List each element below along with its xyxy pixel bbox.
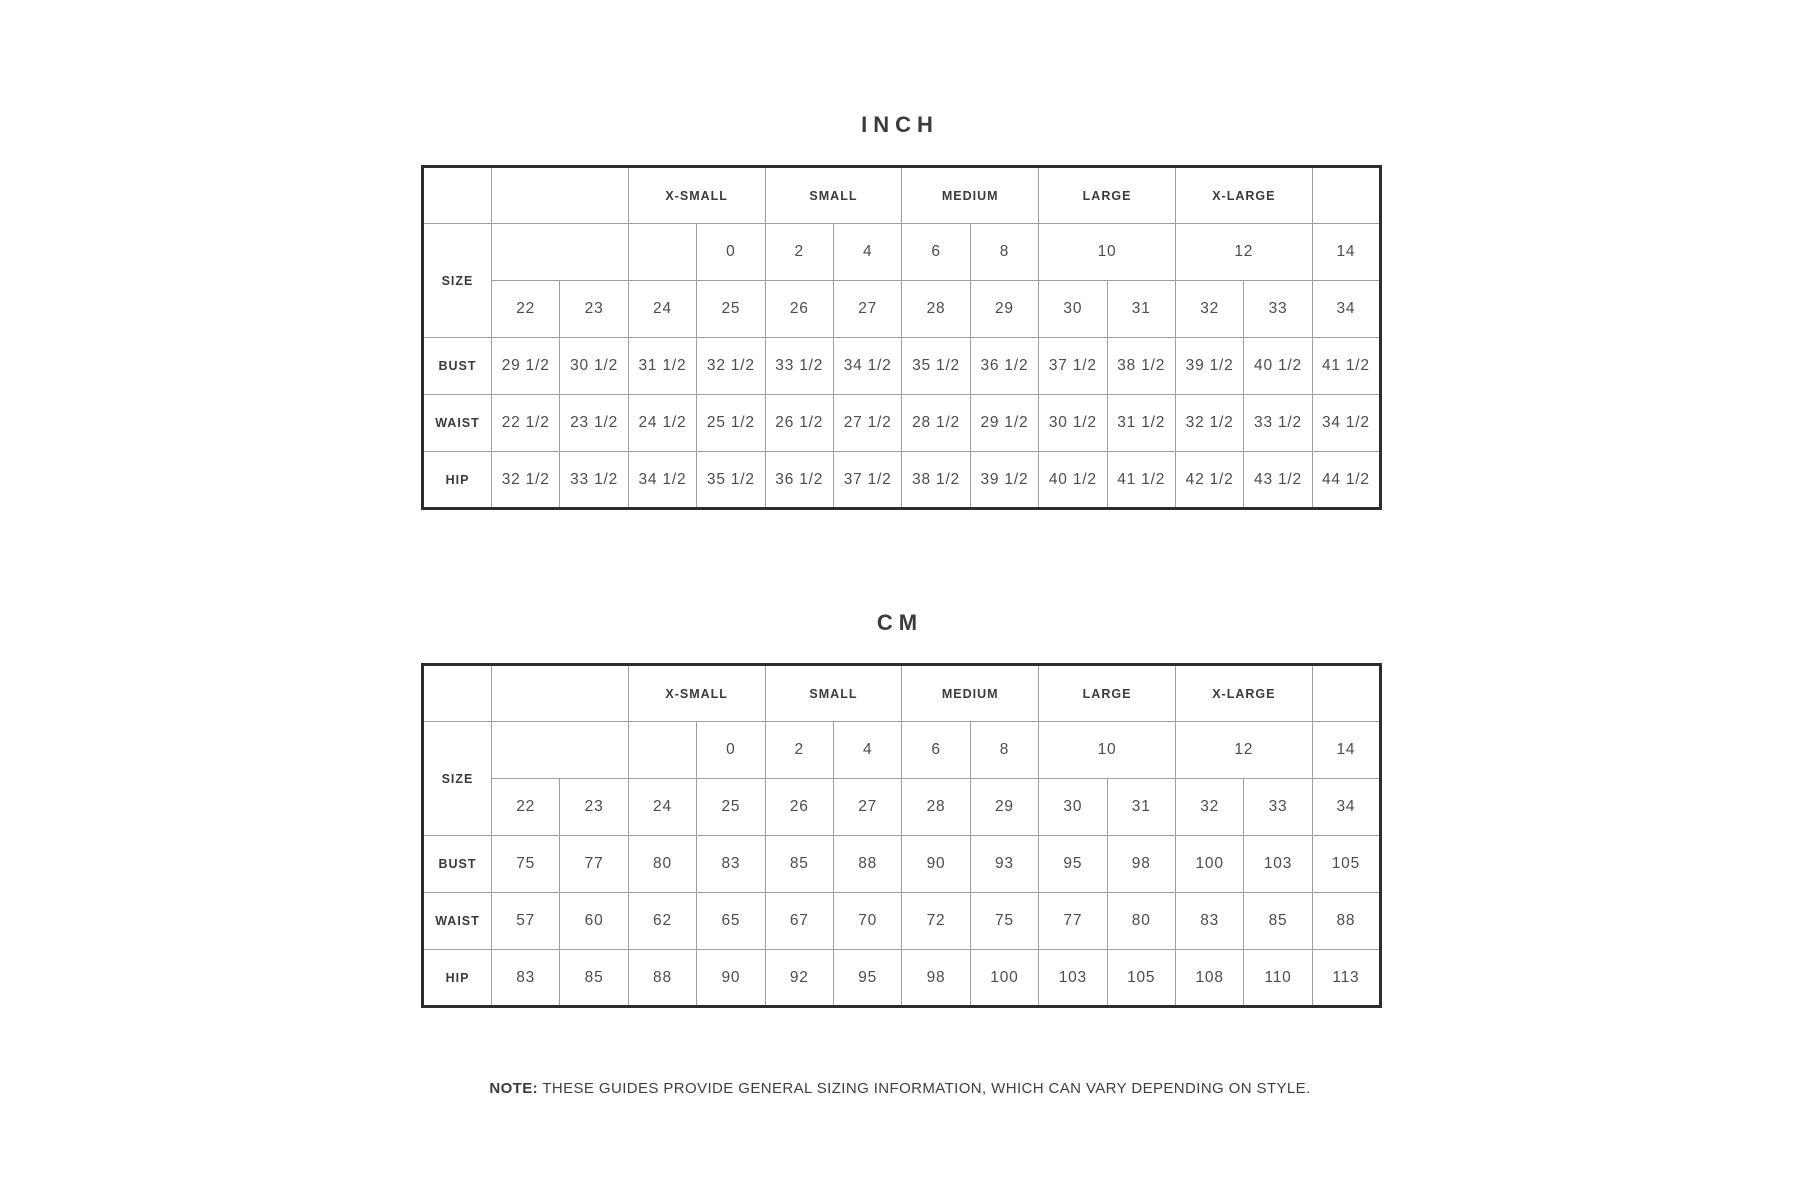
us-size-cell: 4	[833, 722, 901, 779]
numeric-size-cell: 28	[902, 281, 970, 338]
numeric-size-cell: 24	[628, 281, 696, 338]
measurement-row	[423, 452, 1381, 509]
group-header-cell: X-SMALL	[628, 665, 765, 722]
measurement-value-cell: 110	[1244, 950, 1312, 1007]
numeric-size-cell: 31	[1107, 779, 1175, 836]
measurement-value-cell: 90	[697, 950, 765, 1007]
measurement-value-cell: 35 1/2	[697, 452, 765, 509]
measurement-value-cell: 75	[492, 836, 560, 893]
measurement-value-cell: 32 1/2	[697, 338, 765, 395]
measurement-value-cell: 62	[628, 893, 696, 950]
measurement-value-cell: 83	[697, 836, 765, 893]
measurement-value-cell: 88	[833, 836, 901, 893]
measurement-value-cell: 41 1/2	[1312, 338, 1380, 395]
measurement-value-cell: 75	[970, 893, 1038, 950]
measurement-row-label-cell: WAIST	[423, 395, 492, 452]
us-size-cell: 14	[1312, 224, 1380, 281]
numeric-size-cell: 26	[765, 779, 833, 836]
us-size-cell: 2	[765, 224, 833, 281]
us-size-empty-cell	[628, 722, 696, 779]
measurement-value-cell: 33 1/2	[560, 452, 628, 509]
numeric-size-cell: 31	[1107, 281, 1175, 338]
us-size-cell: 10	[1039, 224, 1176, 281]
group-header-empty-cell	[1312, 167, 1380, 224]
measurement-value-cell: 40 1/2	[1039, 452, 1107, 509]
group-header-cell: X-LARGE	[1175, 665, 1312, 722]
measurement-value-cell: 29 1/2	[970, 395, 1038, 452]
measurement-value-cell: 23 1/2	[560, 395, 628, 452]
numeric-size-cell: 28	[902, 779, 970, 836]
measurement-value-cell: 100	[1175, 836, 1243, 893]
measurement-row-label-cell: HIP	[423, 452, 492, 509]
us-size-cell: 14	[1312, 722, 1380, 779]
measurement-value-cell: 108	[1175, 950, 1243, 1007]
measurement-value-cell: 27 1/2	[833, 395, 901, 452]
measurement-value-cell: 41 1/2	[1107, 452, 1175, 509]
numeric-size-cell: 27	[833, 281, 901, 338]
measurement-value-cell: 39 1/2	[1175, 338, 1243, 395]
measurement-value-cell: 77	[1039, 893, 1107, 950]
us-size-empty-cell	[628, 224, 696, 281]
measurement-value-cell: 72	[902, 893, 970, 950]
size-row-label-cell: SIZE	[423, 224, 492, 338]
measurement-value-cell: 88	[1312, 893, 1380, 950]
numeric-size-cell: 29	[970, 779, 1038, 836]
measurement-row	[423, 338, 1381, 395]
us-size-cell: 4	[833, 224, 901, 281]
measurement-value-cell: 22 1/2	[492, 395, 560, 452]
numeric-size-cell: 29	[970, 281, 1038, 338]
measurement-value-cell: 98	[1107, 836, 1175, 893]
us-size-cell: 10	[1039, 722, 1176, 779]
measurement-value-cell: 95	[1039, 836, 1107, 893]
measurement-value-cell: 70	[833, 893, 901, 950]
numeric-size-cell: 33	[1244, 281, 1312, 338]
group-header-empty-cell	[1312, 665, 1380, 722]
measurement-value-cell: 60	[560, 893, 628, 950]
cm-table-title: CM	[876, 610, 924, 635]
numeric-size-cell: 22	[492, 281, 560, 338]
numeric-size-cell: 27	[833, 779, 901, 836]
measurement-value-cell: 35 1/2	[902, 338, 970, 395]
group-header-cell: LARGE	[1039, 167, 1176, 224]
numeric-size-cell: 24	[628, 779, 696, 836]
numeric-size-cell: 22	[492, 779, 560, 836]
measurement-value-cell: 105	[1107, 950, 1175, 1007]
measurement-value-cell: 29 1/2	[492, 338, 560, 395]
measurement-value-cell: 36 1/2	[970, 338, 1038, 395]
measurement-row-label-cell: WAIST	[423, 893, 492, 950]
measurement-row	[423, 950, 1381, 1007]
size-guide-sheet	[421, 0, 1379, 1097]
size-chart-table-cm	[421, 663, 1382, 1008]
measurement-value-cell: 113	[1312, 950, 1380, 1007]
measurement-value-cell: 44 1/2	[1312, 452, 1380, 509]
measurement-value-cell: 80	[1107, 893, 1175, 950]
measurement-row	[423, 893, 1381, 950]
measurement-value-cell: 25 1/2	[697, 395, 765, 452]
measurement-value-cell: 40 1/2	[1244, 338, 1312, 395]
measurement-row	[423, 395, 1381, 452]
measurement-value-cell: 42 1/2	[1175, 452, 1243, 509]
measurement-value-cell: 34 1/2	[1312, 395, 1380, 452]
measurement-value-cell: 100	[970, 950, 1038, 1007]
measurement-value-cell: 105	[1312, 836, 1380, 893]
numeric-size-cell: 34	[1312, 281, 1380, 338]
measurement-value-cell: 28 1/2	[902, 395, 970, 452]
measurement-value-cell: 98	[902, 950, 970, 1007]
measurement-value-cell: 93	[970, 836, 1038, 893]
corner-cell	[423, 167, 492, 224]
measurement-value-cell: 32 1/2	[492, 452, 560, 509]
measurement-value-cell: 37 1/2	[1039, 338, 1107, 395]
inch-table-title: INCH	[861, 112, 939, 137]
group-header-cell: LARGE	[1039, 665, 1176, 722]
measurement-value-cell: 34 1/2	[628, 452, 696, 509]
note	[421, 1080, 1379, 1097]
note-label: NOTE:	[489, 1080, 539, 1097]
note-text: THESE GUIDES PROVIDE GENERAL SIZING INFORMATION, WHICH CAN VARY DEPENDING ON STYLE.	[542, 1080, 1311, 1097]
group-header-cell: MEDIUM	[902, 167, 1039, 224]
measurement-value-cell: 43 1/2	[1244, 452, 1312, 509]
us-size-cell: 6	[902, 722, 970, 779]
measurement-value-cell: 90	[902, 836, 970, 893]
measurement-value-cell: 85	[560, 950, 628, 1007]
measurement-value-cell: 83	[492, 950, 560, 1007]
corner-cell	[423, 665, 492, 722]
numeric-size-cell: 30	[1039, 779, 1107, 836]
group-header-cell: X-LARGE	[1175, 167, 1312, 224]
group-header-cell: SMALL	[765, 665, 902, 722]
numeric-size-cell: 30	[1039, 281, 1107, 338]
measurement-value-cell: 95	[833, 950, 901, 1007]
measurement-value-cell: 77	[560, 836, 628, 893]
us-size-cell: 6	[902, 224, 970, 281]
measurement-value-cell: 36 1/2	[765, 452, 833, 509]
numeric-size-cell: 32	[1175, 281, 1243, 338]
us-size-cell: 8	[970, 722, 1038, 779]
measurement-value-cell: 80	[628, 836, 696, 893]
size-row-label-cell: SIZE	[423, 722, 492, 836]
numeric-size-cell: 25	[697, 779, 765, 836]
numeric-size-cell: 26	[765, 281, 833, 338]
measurement-value-cell: 39 1/2	[970, 452, 1038, 509]
us-size-cell: 12	[1175, 722, 1312, 779]
measurement-value-cell: 30 1/2	[1039, 395, 1107, 452]
measurement-row	[423, 836, 1381, 893]
us-size-cell: 12	[1175, 224, 1312, 281]
numeric-size-cell: 25	[697, 281, 765, 338]
measurement-value-cell: 34 1/2	[833, 338, 901, 395]
measurement-value-cell: 33 1/2	[765, 338, 833, 395]
numeric-size-cell: 32	[1175, 779, 1243, 836]
group-header-cell: X-SMALL	[628, 167, 765, 224]
measurement-value-cell: 67	[765, 893, 833, 950]
measurement-value-cell: 57	[492, 893, 560, 950]
measurement-value-cell: 38 1/2	[902, 452, 970, 509]
us-size-empty-cell	[492, 722, 629, 779]
measurement-value-cell: 85	[765, 836, 833, 893]
measurement-value-cell: 65	[697, 893, 765, 950]
measurement-value-cell: 32 1/2	[1175, 395, 1243, 452]
us-size-cell: 0	[697, 224, 765, 281]
size-chart-table-inch	[421, 165, 1382, 510]
numeric-size-cell: 34	[1312, 779, 1380, 836]
measurement-value-cell: 31 1/2	[1107, 395, 1175, 452]
measurement-value-cell: 37 1/2	[833, 452, 901, 509]
measurement-value-cell: 103	[1244, 836, 1312, 893]
measurement-value-cell: 85	[1244, 893, 1312, 950]
measurement-value-cell: 88	[628, 950, 696, 1007]
numeric-size-cell: 33	[1244, 779, 1312, 836]
group-header-cell: MEDIUM	[902, 665, 1039, 722]
us-size-cell: 8	[970, 224, 1038, 281]
group-header-cell: SMALL	[765, 167, 902, 224]
numeric-size-cell: 23	[560, 779, 628, 836]
measurement-value-cell: 24 1/2	[628, 395, 696, 452]
measurement-value-cell: 92	[765, 950, 833, 1007]
group-header-empty-cell	[492, 167, 629, 224]
measurement-value-cell: 31 1/2	[628, 338, 696, 395]
measurement-value-cell: 103	[1039, 950, 1107, 1007]
measurement-value-cell: 33 1/2	[1244, 395, 1312, 452]
group-header-empty-cell	[492, 665, 629, 722]
measurement-value-cell: 83	[1175, 893, 1243, 950]
us-size-empty-cell	[492, 224, 629, 281]
measurement-value-cell: 26 1/2	[765, 395, 833, 452]
measurement-value-cell: 38 1/2	[1107, 338, 1175, 395]
numeric-size-cell: 23	[560, 281, 628, 338]
measurement-row-label-cell: HIP	[423, 950, 492, 1007]
measurement-row-label-cell: BUST	[423, 836, 492, 893]
us-size-cell: 0	[697, 722, 765, 779]
measurement-row-label-cell: BUST	[423, 338, 492, 395]
measurement-value-cell: 30 1/2	[560, 338, 628, 395]
us-size-cell: 2	[765, 722, 833, 779]
